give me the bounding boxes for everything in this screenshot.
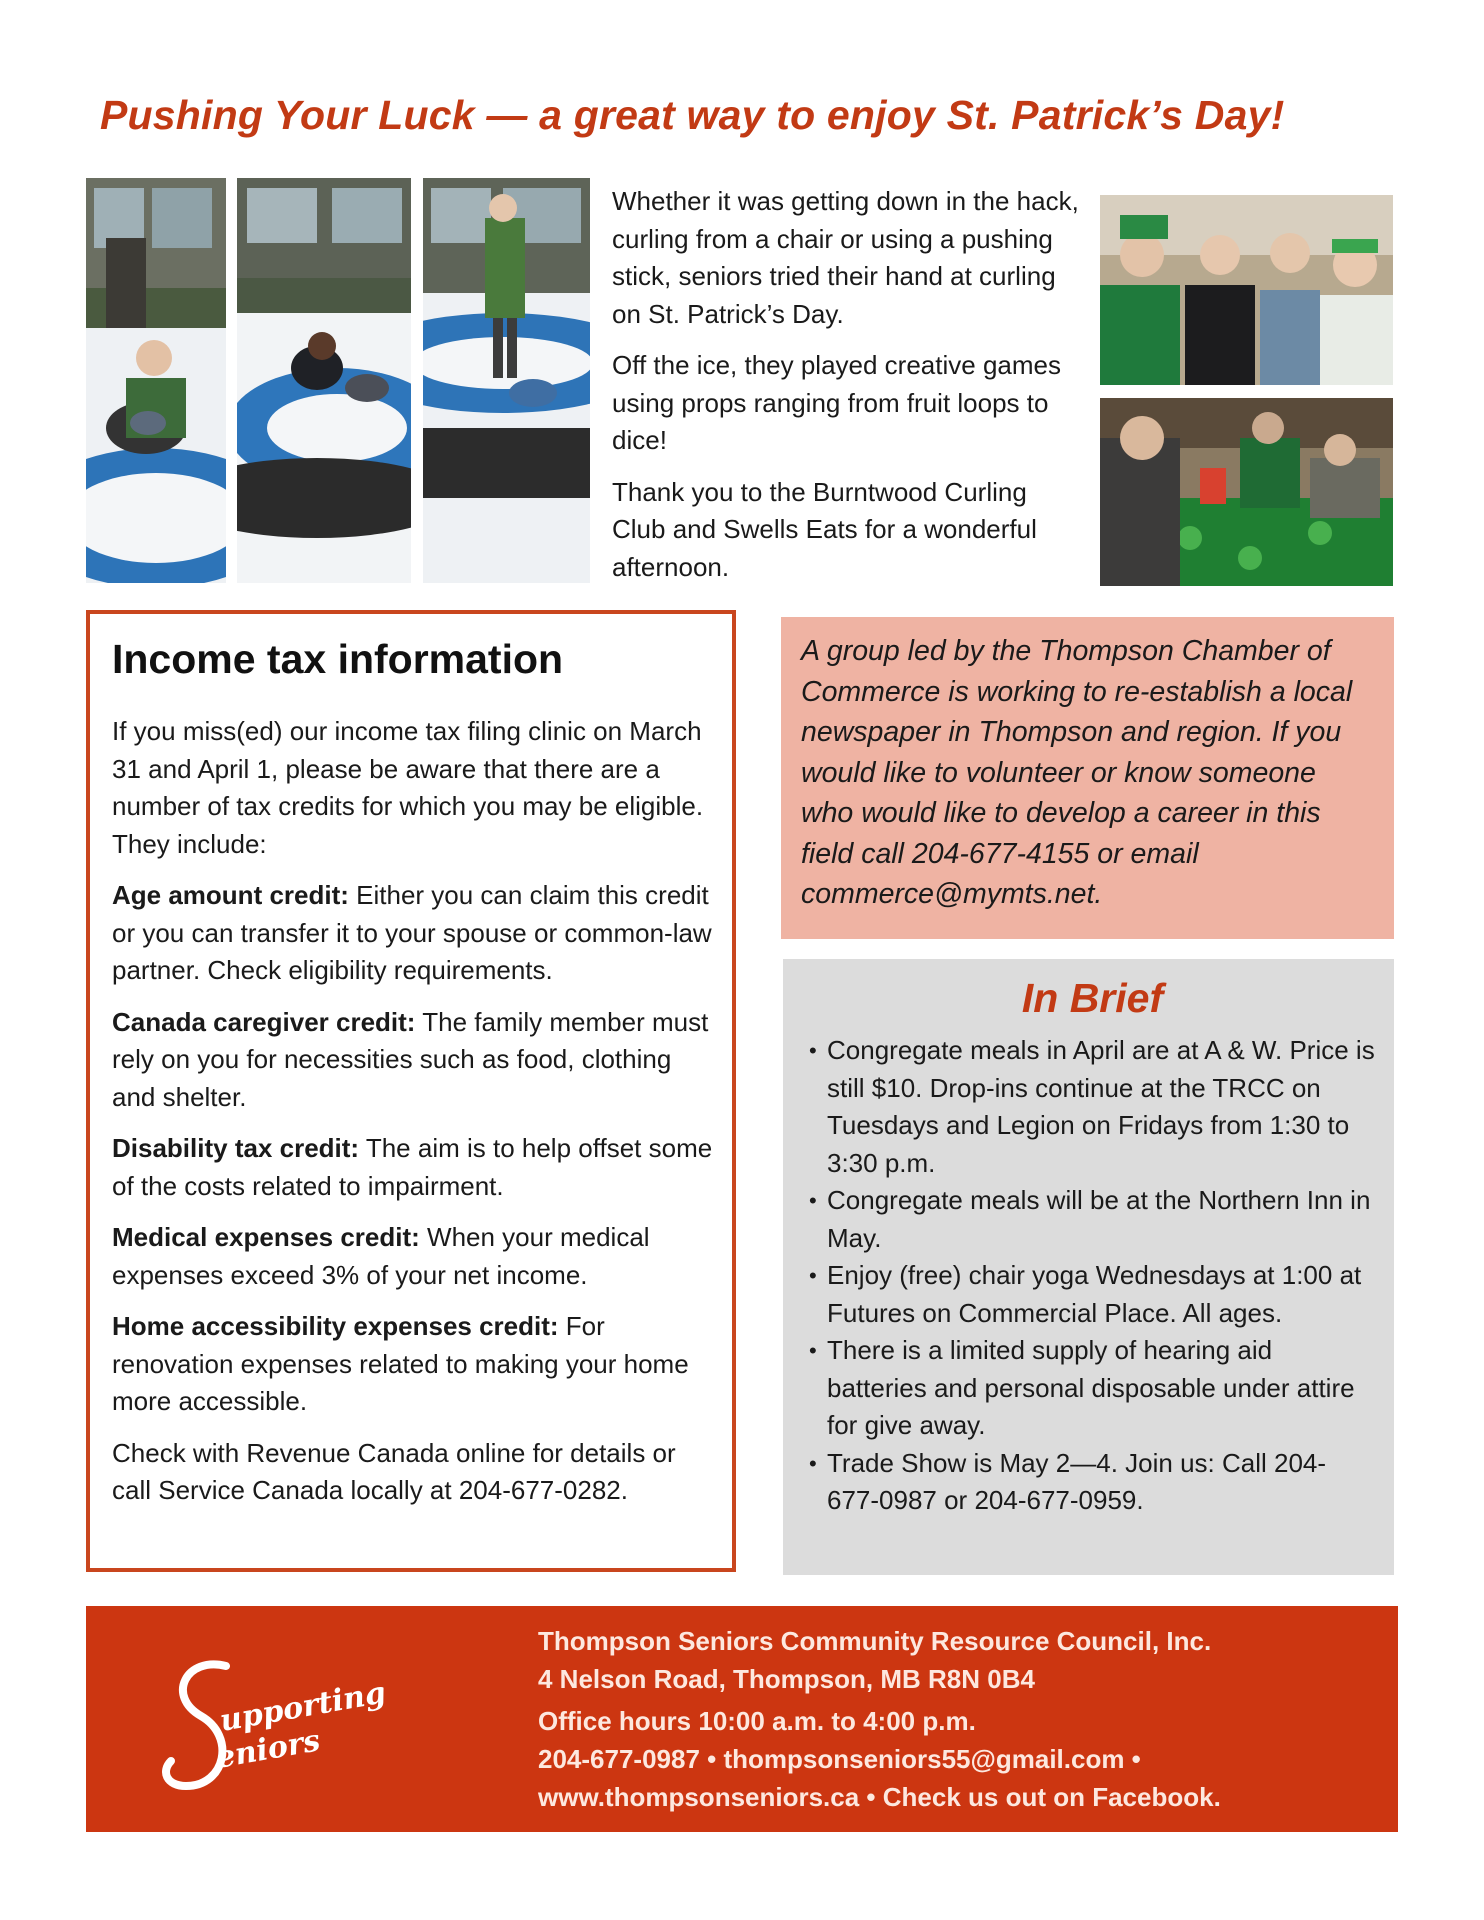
photo-table-games: [1100, 398, 1393, 586]
in-brief-box: [783, 959, 1394, 1575]
svg-text:eniors: eniors: [213, 1723, 323, 1776]
credit-text: For renovation expenses related to making your home more accessible.: [112, 1311, 689, 1416]
org-address: 4 Nelson Road, Thompson, MB R8N 0B4: [538, 1664, 1035, 1694]
credit-text: The aim is to help offset some of the costs related to impairment.: [112, 1133, 713, 1201]
curling-paragraph-1: Whether it was getting down in the hack, curling from a chair or using a pushing stick, seniors tried their hand at curling on St. Patrick’s Day.: [612, 186, 1079, 329]
photo-chair-curling: [86, 178, 226, 583]
credit-disability: [112, 1130, 714, 1205]
curling-paragraph-2: Off the ice, they played creative games using props ranging from fruit loops to dice!: [612, 350, 1061, 455]
income-tax-closing: Check with Revenue Canada online for details or call Service Canada locally at 204-677-0282.: [112, 1437, 676, 1505]
contact-info: [538, 1622, 1378, 1816]
credit-name: Home accessibility expenses credit:: [112, 1311, 559, 1341]
credit-name: Age amount credit:: [112, 880, 349, 910]
office-hours: Office hours 10:00 a.m. to 4:00 p.m.: [538, 1706, 976, 1736]
list-item: • Congregate meals will be at the Northern Inn in May.: [809, 1182, 1376, 1257]
photo-hack-curling: [237, 178, 411, 583]
list-item: • There is a limited supply of hearing aid batteries and personal disposable under attire for give away.: [809, 1332, 1376, 1445]
photo-stick-curling: [423, 178, 590, 583]
in-brief-title: In Brief: [1021, 975, 1164, 1021]
chamber-notice: A group led by the Thompson Chamber of Commerce is working to re-establish a local newspaper in Thompson and region. If you would like to volunteer or know someone who would like to develop a career in this field call 204-677-4155 or email commerce@mymts.net.: [781, 617, 1394, 939]
credit-home-accessibility: [112, 1308, 714, 1421]
list-item: • Enjoy (free) chair yoga Wednesdays at 1:00 at Futures on Commercial Place. All ages.: [809, 1257, 1376, 1332]
credit-name: Medical expenses credit:: [112, 1222, 420, 1252]
credit-text: Either you can claim this credit or you can transfer it to your spouse or common-law partner. Check eligibility requirements.: [112, 880, 712, 985]
photo-group-costumes: [1100, 195, 1393, 385]
svg-text:upporting: upporting: [217, 1675, 386, 1739]
website-facebook: www.thompsonseniors.ca • Check us out on Facebook.: [538, 1782, 1221, 1812]
credit-age: [112, 877, 714, 990]
credit-medical: [112, 1219, 714, 1294]
list-item: • Congregate meals in April are at A & W. Price is still $10. Drop-ins continue at the TRCC on Tuesdays and Legion on Fridays from 1:30 to 3:30 p.m.: [809, 1032, 1376, 1182]
income-tax-title: Income tax information: [112, 636, 564, 682]
credit-caregiver: [112, 1004, 714, 1117]
page-headline: Pushing Your Luck — a great way to enjoy St. Patrick’s Day!: [100, 92, 1285, 138]
list-item: • Trade Show is May 2—4. Join us: Call 204-677-0987 or 204-677-0959.: [809, 1445, 1376, 1520]
credit-text: The family member must rely on you for necessities such as food, clothing and shelter.: [112, 1006, 709, 1112]
org-name: Thompson Seniors Community Resource Council, Inc.: [538, 1626, 1212, 1656]
credit-name: Disability tax credit:: [112, 1133, 360, 1163]
income-tax-box: [86, 610, 736, 1572]
curling-paragraph-3: Thank you to the Burntwood Curling Club and Swells Eats for a wonderful afternoon.: [612, 476, 1037, 582]
supporting-seniors-logo: [156, 1636, 386, 1806]
credit-text: When your medical expenses exceed 3% of your net income.: [112, 1222, 650, 1290]
in-brief-list: [809, 1032, 1376, 1520]
credit-name: Canada caregiver credit:: [112, 1006, 416, 1037]
phone-email: 204-677-0987 • thompsonseniors55@gmail.com •: [538, 1744, 1141, 1774]
curling-story: [612, 183, 1082, 600]
income-tax-intro: If you miss(ed) our income tax filing clinic on March 31 and April 1, please be aware that there are a number of tax credits for which you may be eligible. They include:: [112, 716, 704, 859]
footer-banner: [86, 1606, 1398, 1832]
